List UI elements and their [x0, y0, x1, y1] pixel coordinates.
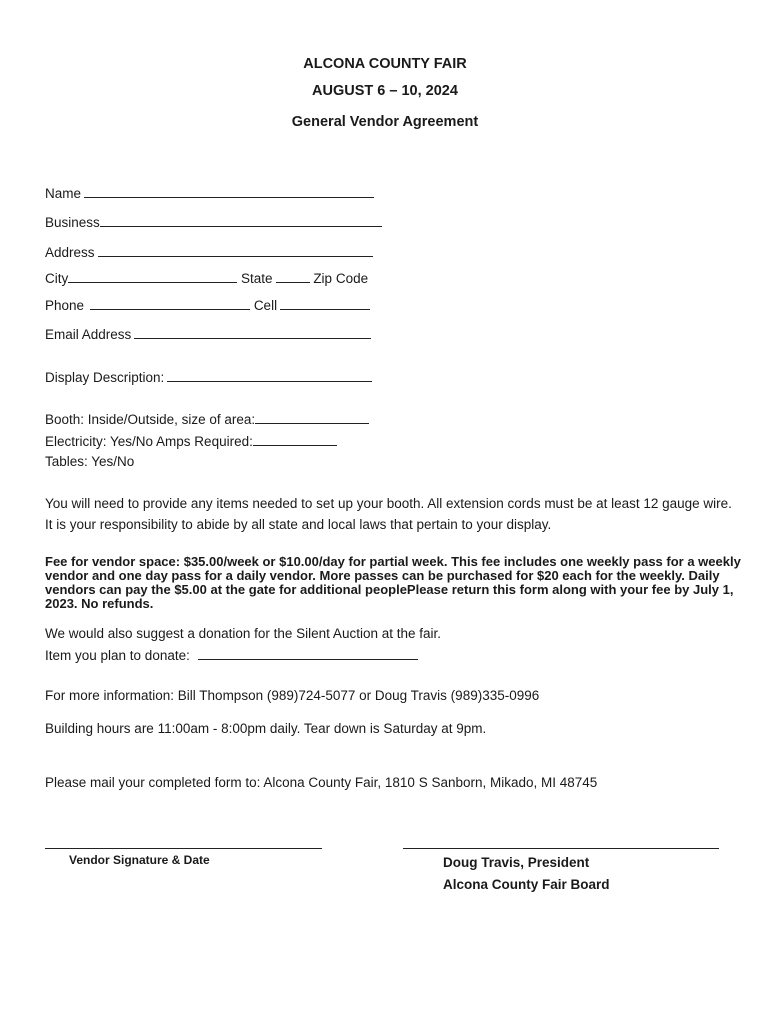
- business-label: Business: [45, 215, 100, 230]
- display-description-field[interactable]: [45, 369, 372, 385]
- electricity-field[interactable]: [45, 433, 337, 449]
- building-hours: Building hours are 11:00am - 8:00pm daily. Tear down is Saturday at 9pm.: [45, 721, 487, 736]
- phone-line[interactable]: [90, 297, 250, 310]
- vendor-signature-line[interactable]: [45, 848, 322, 849]
- document-subtitle: General Vendor Agreement: [291, 114, 479, 130]
- business-field[interactable]: [45, 214, 382, 230]
- display-label: Display Description:: [45, 370, 165, 385]
- email-field[interactable]: [45, 326, 371, 342]
- donate-item-field[interactable]: [45, 647, 418, 663]
- president-org: Alcona County Fair Board: [443, 877, 610, 892]
- name-field[interactable]: [45, 185, 374, 201]
- state-label: State: [241, 271, 273, 286]
- donate-item-label: Item you plan to donate:: [45, 648, 190, 663]
- booth-field[interactable]: [45, 411, 369, 427]
- city-state-zip-field[interactable]: [45, 270, 368, 286]
- cell-label: Cell: [253, 298, 278, 313]
- amps-line[interactable]: [253, 433, 337, 446]
- tables-field: Tables: Yes/No: [45, 454, 135, 469]
- president-name: Doug Travis, President: [443, 855, 590, 870]
- address-line[interactable]: [98, 244, 373, 257]
- address-field[interactable]: [45, 244, 373, 260]
- donate-item-line[interactable]: [198, 647, 418, 660]
- setup-paragraph: You will need to provide any items needed to set up your booth. All extension cords must be at least 12 gauge wire. It is your responsibility to abide by all state and local laws that pertain to your display.: [45, 496, 732, 532]
- phone-cell-field[interactable]: [45, 297, 370, 313]
- state-line[interactable]: [276, 270, 310, 283]
- booth-line[interactable]: [255, 411, 369, 424]
- booth-label: Booth: Inside/Outside, size of area:: [45, 412, 256, 427]
- president-signature-line: [403, 848, 719, 849]
- fee-paragraph: Fee for vendor space: $35.00/week or $10.00/day for partial week. This fee includes one weekly pass for a weekly vendor and one day pass for a daily vendor. More passes can be purchased for $20 each for the weekly. Daily vendors can pay the $5.00 at the gate for additional peoplePlease return this form along with your fee by July 1, 2023. No refunds.: [45, 554, 741, 611]
- city-label: City: [45, 271, 69, 286]
- name-label: Name: [45, 186, 82, 201]
- cell-line[interactable]: [280, 297, 370, 310]
- contact-info: For more information: Bill Thompson (989)724-5077 or Doug Travis (989)335-0996: [45, 688, 540, 703]
- electricity-label: Electricity: Yes/No Amps Required:: [45, 434, 253, 449]
- email-label: Email Address: [45, 327, 132, 342]
- zip-label: Zip Code: [313, 271, 369, 286]
- vendor-signature-label: Vendor Signature & Date: [69, 853, 210, 867]
- document-title: ALCONA COUNTY FAIR: [303, 56, 467, 72]
- business-line[interactable]: [100, 214, 382, 227]
- mailing-address: Please mail your completed form to: Alcona County Fair, 1810 S Sanborn, Mikado, MI 48745: [45, 775, 598, 790]
- name-line[interactable]: [84, 185, 374, 198]
- address-label: Address: [45, 245, 95, 260]
- event-dates: AUGUST 6 – 10, 2024: [312, 83, 458, 99]
- display-line[interactable]: [167, 369, 372, 382]
- donation-text: We would also suggest a donation for the Silent Auction at the fair.: [45, 626, 442, 641]
- email-line[interactable]: [134, 326, 371, 339]
- phone-label: Phone: [45, 298, 85, 313]
- city-line[interactable]: [68, 270, 237, 283]
